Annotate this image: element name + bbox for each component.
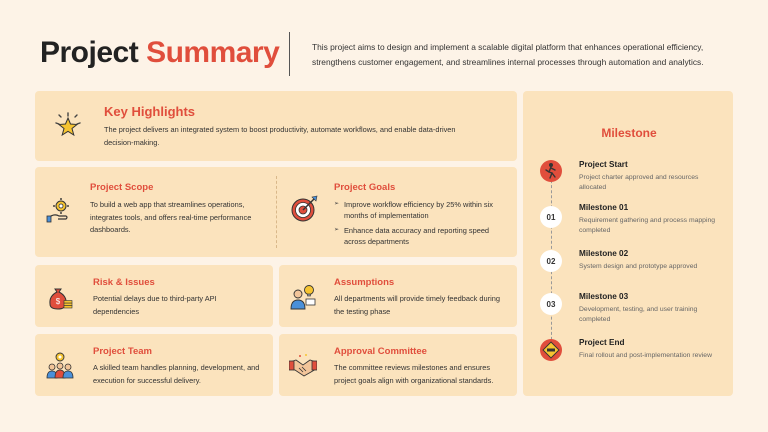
project-scope-title: Project Scope [90, 182, 154, 193]
team-icon [46, 352, 74, 380]
milestone-desc: Requirement gathering and process mapping completed [579, 217, 716, 234]
milestone-desc: Final rollout and post-implementation review [579, 352, 712, 359]
title-divider [289, 32, 290, 76]
project-goals-title: Project Goals [334, 182, 396, 193]
milestone-marker: 01 [540, 206, 562, 228]
end-sign-icon [540, 339, 562, 361]
milestone-marker: 02 [540, 250, 562, 272]
gear-hand-icon [46, 196, 74, 224]
milestone-title: Milestone [601, 126, 657, 140]
start-figure-icon [540, 160, 562, 182]
milestone-desc: Development, testing, and user training completed [579, 306, 698, 323]
person-idea-icon [288, 283, 316, 311]
risk-issues-text: Potential delays due to third-party API dependencies [93, 294, 217, 316]
milestone-name: Milestone 03 [579, 292, 629, 301]
money-bag-icon [46, 283, 74, 311]
scope-goals-divider [276, 176, 278, 248]
risk-issues-title: Risk & Issues [93, 277, 155, 288]
goal-item: ➢ Improve workflow efficiency by 25% within six months of implementation [334, 199, 509, 221]
key-highlights-text: The project delivers an integrated system to boost productivity, automate workflows, and enable data-driven decision-making. [104, 125, 456, 147]
assumptions-title: Assumptions [334, 277, 395, 288]
milestone-desc: Project charter approved and resources allocated [579, 174, 699, 191]
assumptions-text: All departments will provide timely feedback during the testing phase [334, 294, 500, 316]
approval-committee-text: The committee reviews milestones and ensures project goals align with organizational standards. [334, 363, 494, 385]
project-team-text: A skilled team handles planning, development, and execution for successful delivery. [93, 363, 260, 385]
key-highlights-title: Key Highlights [104, 104, 196, 119]
milestone-name: Project End [579, 338, 625, 347]
intro-text: This project aims to design and implement a scalable digital platform that enhances operational efficiency, strengthens customer engagement, and streamlines internal processes through automation and analytics. [312, 42, 704, 67]
project-goals-list [334, 199, 509, 251]
milestone-name: Milestone 01 [579, 203, 629, 212]
milestone-marker: 03 [540, 293, 562, 315]
goal-item: ➢ Enhance data accuracy and reporting speed across departments [334, 225, 509, 247]
title-accent: Summary [146, 36, 280, 69]
approval-committee-title: Approval Committee [334, 346, 427, 357]
milestone-name: Project Start [579, 160, 628, 169]
milestone-name: Milestone 02 [579, 249, 629, 258]
star-icon [54, 112, 82, 140]
project-team-title: Project Team [93, 346, 152, 357]
project-scope-text: To build a web app that streamlines operations, integrates tools, and offers real-time performance dashboards. [90, 200, 252, 234]
svg-text:$: $ [55, 297, 61, 306]
title-main: Project [40, 36, 139, 69]
milestone-desc: System design and prototype approved [579, 263, 698, 270]
handshake-icon [289, 352, 317, 380]
page-title [40, 36, 279, 70]
target-icon [290, 195, 318, 223]
